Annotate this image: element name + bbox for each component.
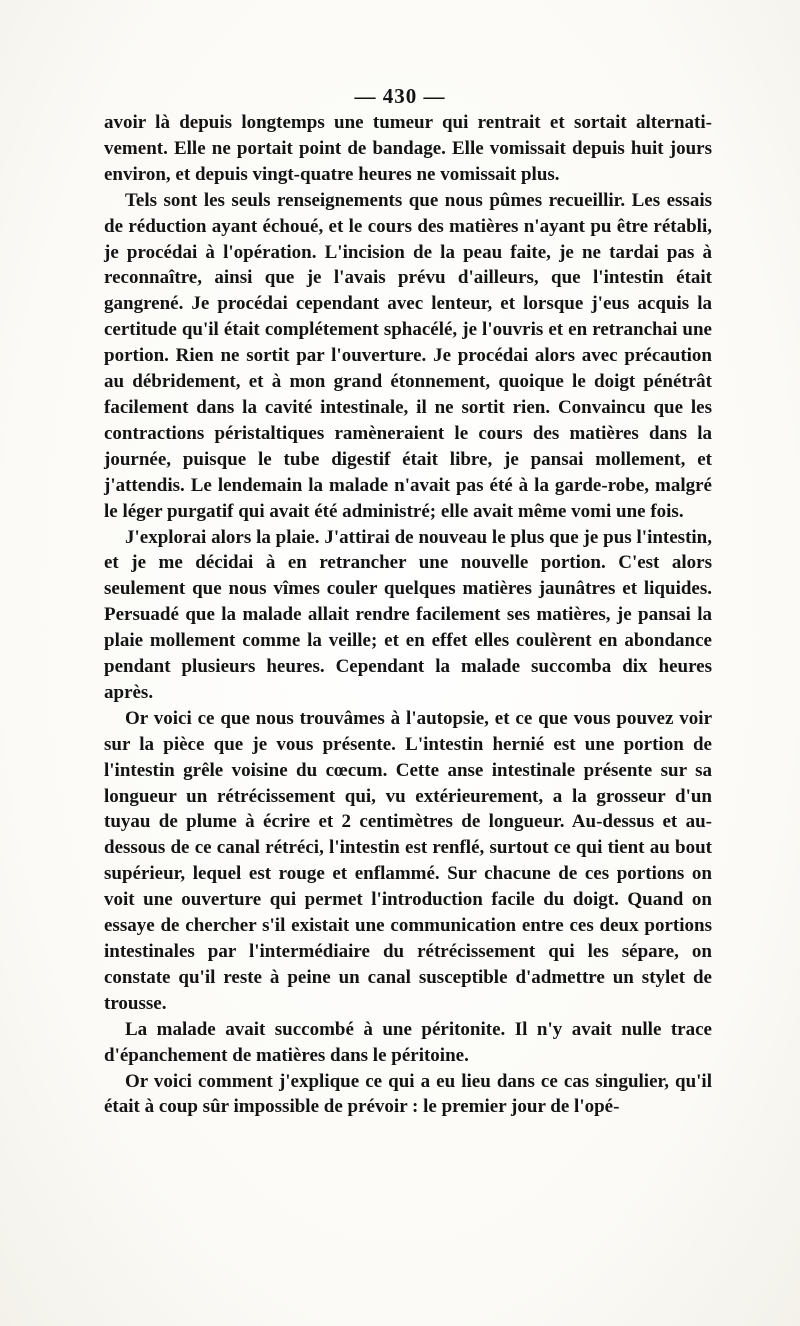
paragraph-2: Tels sont les seuls renseignements que nous pûmes recueillir. Les essais de réduction ayant échoué, et le cours des matières n'ayant pu être rétabli, je procédai à l'opération. L'incision de la peau faite, je ne tardai pas à reconnaître, ainsi que je l'avais prévu d'ailleurs, que l'intestin était gangrené. Je procédai cependant avec lenteur, et lorsque j'eus acquis la certitude qu'il était complétement sphacélé, je l'ouvris et en retranchai une portion. Rien ne sortit par l'ouverture. Je procédai alors avec précaution au débridement, et à mon grand étonnement, quoique le doigt pénétrât facilement dans la cavité intestinale, il ne sortit rien. Convaincu que les contractions péristaltiques ramèneraient le cours des matières dans la journée, puisque le tube digestif était libre, je pansai mollement, et j'attendis. Le lendemain la malade n'avait pas été à la garde-robe, malgré le léger purgatif qui avait été administré; elle avait même vomi une fois.	[104, 189, 712, 522]
paragraph-4: Or voici ce que nous trouvâmes à l'autopsie, et ce que vous pouvez voir sur la pièce que je vous présente. L'intestin hernié est une portion de l'intestin grêle voisine du cœcum. Cette anse intestinale présente sur sa longueur un rétrécissement qui, vu extérieurement, a la grosseur d'un tuyau de plume à écrire et 2 centimètres de longueur. Au-dessus et au-dessous de ce canal rétréci, l'intestin est renflé, surtout ce qui tient au bout supérieur, lequel est rouge et enflammé. Sur chacune de ces portions on voit une ouverture qui permet l'introduction facile du doigt. Quand on essaye de chercher s'il existait une communication entre ces deux portions intestinales par l'intermédiaire du rétrécissement qui les sépare, on constate qu'il reste à peine un canal susceptible d'admettre un stylet de trousse.	[104, 707, 712, 1014]
body-text	[104, 110, 712, 1120]
paragraph-5: La malade avait succombé à une péritonite. Il n'y avait nulle trace d'épanchement de matières dans le péritoine.	[104, 1018, 712, 1066]
page-number: — 430 —	[354, 84, 446, 108]
paragraph-6: Or voici comment j'explique ce qui a eu lieu dans ce cas singulier, qu'il était à coup sûr impossible de prévoir : le premier jour de l'opé-	[104, 1070, 712, 1118]
paragraph-1: avoir là depuis longtemps une tumeur qui rentrait et sortait alternativement. Elle ne portait point de bandage. Elle vomissait depuis huit jours environ, et depuis vingt-quatre heures ne vomissait plus.	[104, 112, 712, 185]
paragraph-3: J'explorai alors la plaie. J'attirai de nouveau le plus que je pus l'intestin, et je me décidai à en retrancher une nouvelle portion. C'est alors seulement que nous vîmes couler quelques matières jaunâtres et liquides. Persuadé que la malade allait rendre facilement ses matières, je pansai la plaie mollement comme la veille; et en effet elles coulèrent en abondance pendant plusieurs heures. Cependant la malade succomba dix heures après.	[104, 526, 712, 703]
